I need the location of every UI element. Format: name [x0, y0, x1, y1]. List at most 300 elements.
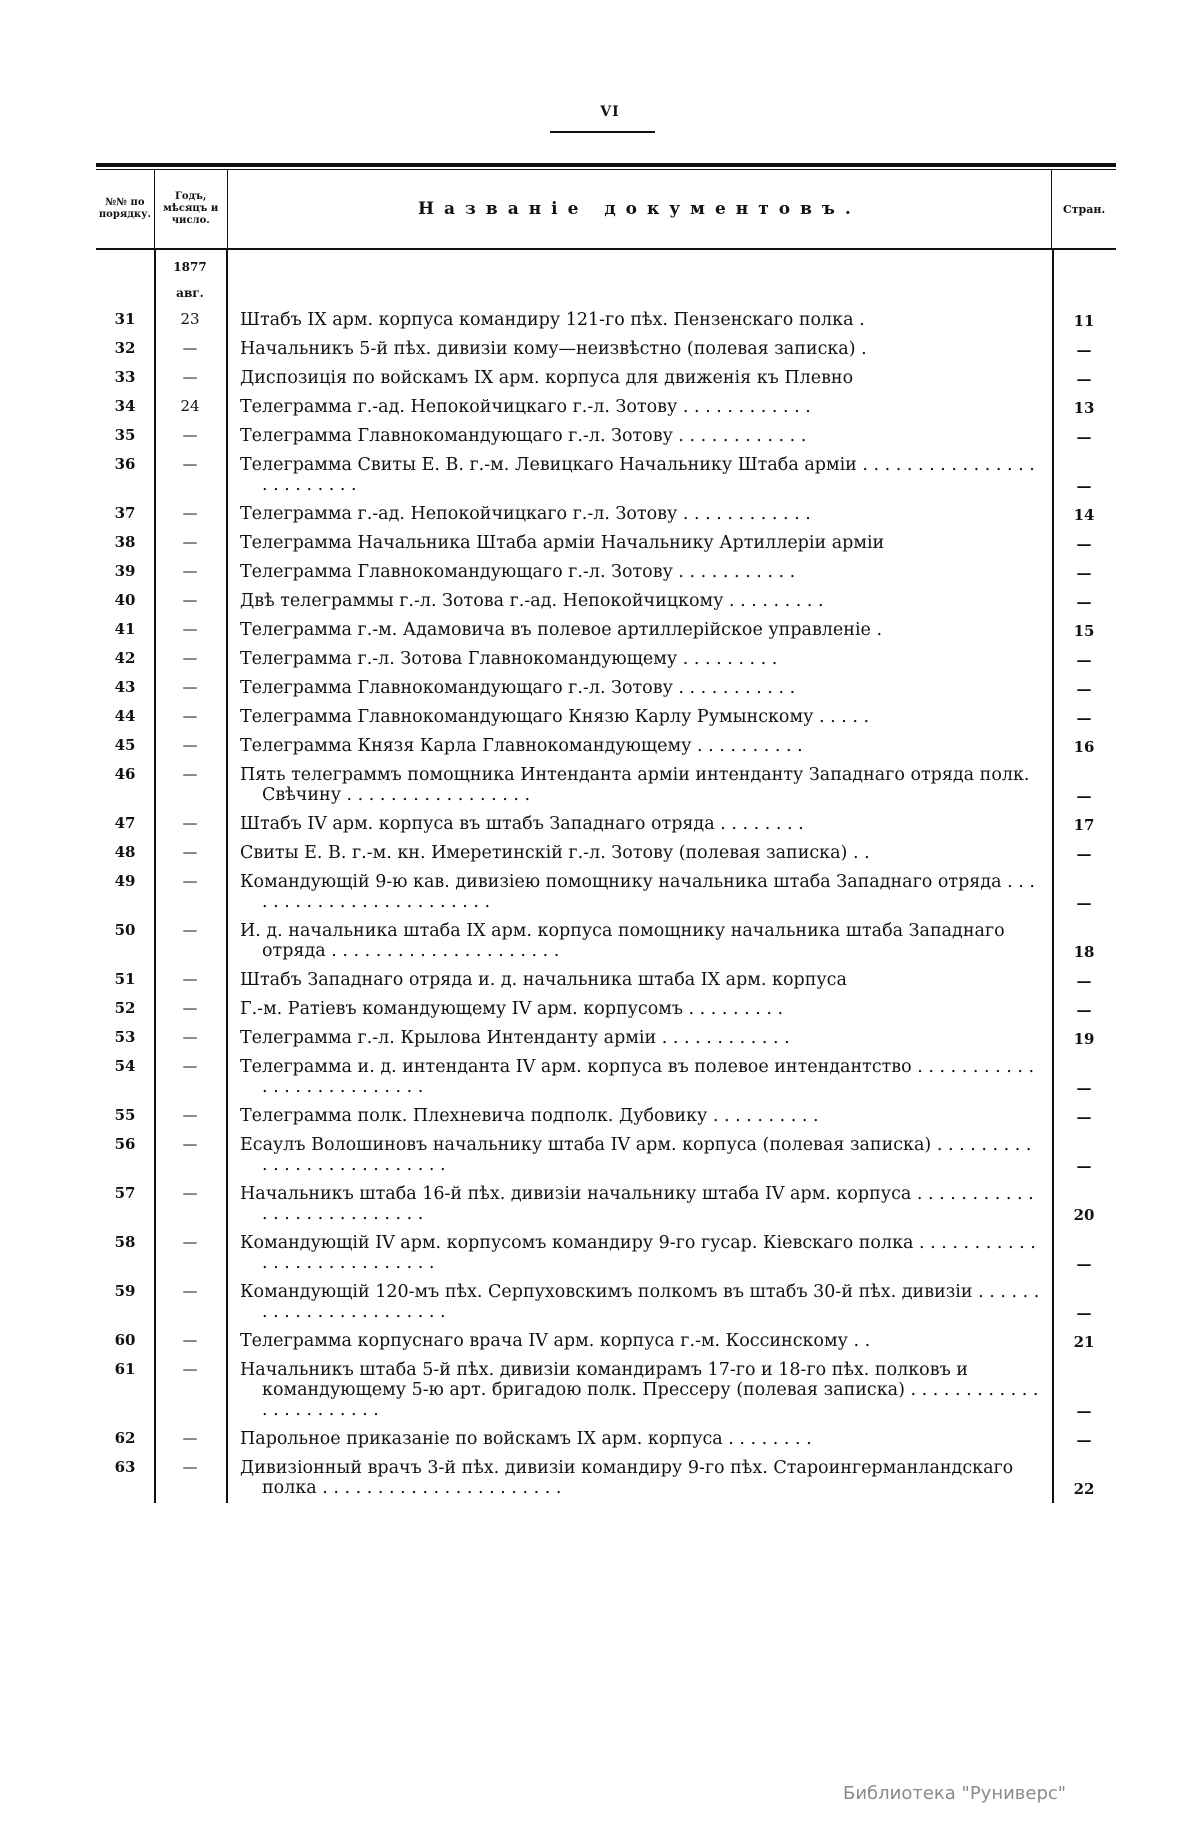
row-date — [154, 703, 226, 732]
row-date — [154, 995, 226, 1024]
row-title — [226, 1024, 1052, 1053]
row-title — [226, 335, 1052, 364]
row-number — [96, 839, 154, 868]
row-page — [1052, 810, 1116, 839]
row-title-text: Телеграмма г.-м. Адамовича въ полевое артиллерійское управленіе . — [240, 620, 883, 640]
row-page-text: — — [1076, 972, 1092, 990]
row-date — [154, 364, 226, 393]
row-date-text: — — [182, 1233, 198, 1251]
row-page — [1052, 703, 1116, 732]
table-row — [96, 1102, 1116, 1131]
row-date — [154, 1024, 226, 1053]
table-top-rule — [96, 163, 1116, 167]
row-date — [154, 422, 226, 451]
header-number: №№ по порядку. — [98, 197, 151, 220]
header-page: Стран. — [1051, 170, 1116, 248]
row-page-text: — — [1076, 564, 1092, 582]
row-number — [96, 529, 154, 558]
row-title-text: Командующій 120-мъ пѣх. Серпуховскимъ полкомъ въ штабъ 30-й пѣх. дивизіи . . . . . . . . . . . . . . . . . . . . . . . — [240, 1282, 1040, 1322]
header-title: Названіе документовъ. — [417, 199, 861, 219]
row-number-text: 38 — [114, 533, 136, 551]
row-number-text: 32 — [114, 339, 136, 357]
row-date-text: — — [182, 707, 198, 725]
row-number — [96, 422, 154, 451]
row-date — [154, 645, 226, 674]
row-number-text: 43 — [114, 678, 136, 696]
row-page — [1052, 995, 1116, 1024]
row-page-text: 20 — [1073, 1206, 1095, 1224]
row-date-text: — — [182, 1106, 198, 1124]
column-divider — [154, 250, 156, 1503]
row-number-text: 33 — [114, 368, 136, 386]
table-row — [96, 995, 1116, 1024]
year-label: 1877 — [173, 260, 207, 274]
year-row — [96, 250, 1116, 306]
row-title — [226, 868, 1052, 917]
row-number — [96, 674, 154, 703]
row-title-text: Штабъ IV арм. корпуса въ штабъ Западнаго отряда . . . . . . . . — [240, 814, 804, 834]
row-title — [226, 393, 1052, 422]
row-number-text: 44 — [114, 707, 136, 725]
row-page — [1052, 422, 1116, 451]
table-row — [96, 1425, 1116, 1454]
row-date-text: — — [182, 1282, 198, 1300]
row-page-text: — — [1076, 1431, 1092, 1449]
table-row — [96, 451, 1116, 500]
row-title-text: Парольное приказаніе по войскамъ IX арм. корпуса . . . . . . . . — [240, 1429, 812, 1449]
row-title-text: Телеграмма Начальника Штаба арміи Начальнику Артиллеріи арміи — [240, 533, 885, 553]
row-number-text: 39 — [114, 562, 136, 580]
row-title — [226, 500, 1052, 529]
row-date-text: — — [182, 1458, 198, 1476]
row-page — [1052, 335, 1116, 364]
row-title-text: Начальникъ 5-й пѣх. дивизіи кому—неизвѣстно (полевая записка) . — [240, 339, 867, 359]
row-date-text: — — [182, 1135, 198, 1153]
row-date — [154, 761, 226, 810]
row-number — [96, 917, 154, 966]
column-divider — [226, 250, 228, 1503]
row-date-text: — — [182, 970, 198, 988]
row-page — [1052, 839, 1116, 868]
table-row — [96, 674, 1116, 703]
row-title-text: Командующій IV арм. корпусомъ командиру 9-го гусар. Кіевскаго полка . . . . . . . . . . . . . . . . . . . . . . . . . . . — [240, 1233, 1036, 1273]
table-row — [96, 1053, 1116, 1102]
row-number-text: 57 — [114, 1184, 136, 1202]
table-row — [96, 616, 1116, 645]
row-number — [96, 335, 154, 364]
row-number — [96, 1053, 154, 1102]
row-title-text: Телеграмма г.-л. Крылова Интенданту арміи . . . . . . . . . . . . — [240, 1028, 790, 1048]
row-date — [154, 674, 226, 703]
table-body — [96, 250, 1116, 1503]
row-page — [1052, 761, 1116, 810]
row-title-text: Телеграмма г.-л. Зотова Главнокомандующему . . . . . . . . . — [240, 649, 778, 669]
row-number-text: 55 — [114, 1106, 136, 1124]
row-title-text: Телеграмма корпуснаго врача IV арм. корпуса г.-м. Коссинскому . . — [240, 1331, 871, 1351]
row-page-text: — — [1076, 477, 1092, 495]
row-page — [1052, 645, 1116, 674]
table-row — [96, 868, 1116, 917]
row-page — [1052, 306, 1116, 335]
row-page-text: — — [1076, 709, 1092, 727]
row-date — [154, 1425, 226, 1454]
row-date — [154, 868, 226, 917]
table-row — [96, 393, 1116, 422]
row-title — [226, 761, 1052, 810]
row-title-text: Двѣ телеграммы г.-л. Зотова г.-ад. Непокойчицкому . . . . . . . . . — [240, 591, 824, 611]
row-number — [96, 703, 154, 732]
row-page-text: — — [1076, 787, 1092, 805]
row-number — [96, 732, 154, 761]
row-page — [1052, 1425, 1116, 1454]
row-date — [154, 393, 226, 422]
row-date-text: — — [182, 1184, 198, 1202]
row-number-text: 40 — [114, 591, 136, 609]
row-title — [226, 364, 1052, 393]
row-title — [226, 1180, 1052, 1229]
row-title-text: Пять телеграммъ помощника Интенданта арміи интенданту Западнаго отряда полк. Свѣчину . . . . . . . . . . . . . . . . . — [240, 765, 1030, 805]
row-page — [1052, 1229, 1116, 1278]
row-date-text: — — [182, 620, 198, 638]
row-page-text: — — [1076, 1255, 1092, 1273]
row-page-text: — — [1076, 428, 1092, 446]
row-date — [154, 1278, 226, 1327]
row-page — [1052, 558, 1116, 587]
row-date-text: — — [182, 736, 198, 754]
row-number-text: 34 — [114, 397, 136, 415]
row-number-text: 54 — [114, 1057, 136, 1075]
row-title-text: Есаулъ Волошиновъ начальнику штаба IV арм. корпуса (полевая записка) . . . . . . . . . . . . . . . . . . . . . . . . . . — [240, 1135, 1032, 1175]
month-label: авг. — [176, 286, 204, 300]
row-page-text: — — [1076, 370, 1092, 388]
row-title-text: И. д. начальника штаба IX арм. корпуса помощнику начальника штаба Западнаго отряда . . . . . . . . . . . . . . . . . . . . . — [240, 921, 1005, 961]
table-row — [96, 703, 1116, 732]
row-date-text: — — [182, 1057, 198, 1075]
row-date — [154, 732, 226, 761]
row-date — [154, 335, 226, 364]
row-number-text: 47 — [114, 814, 136, 832]
row-page — [1052, 393, 1116, 422]
row-page-text: 13 — [1073, 399, 1095, 417]
row-date — [154, 306, 226, 335]
row-number — [96, 1327, 154, 1356]
row-page-text: — — [1076, 341, 1092, 359]
row-date-text: — — [182, 591, 198, 609]
row-page — [1052, 732, 1116, 761]
row-number — [96, 868, 154, 917]
row-number-text: 63 — [114, 1458, 136, 1476]
row-number-text: 46 — [114, 765, 136, 783]
row-page-text: — — [1076, 1079, 1092, 1097]
row-page — [1052, 529, 1116, 558]
row-page — [1052, 966, 1116, 995]
row-number — [96, 451, 154, 500]
row-number — [96, 1454, 154, 1503]
documents-table — [96, 163, 1116, 1503]
row-date-text: — — [182, 368, 198, 386]
row-date-text: — — [182, 999, 198, 1017]
row-title — [226, 451, 1052, 500]
row-title-text: Телеграмма г.-ад. Непокойчицкаго г.-л. Зотову . . . . . . . . . . . . — [240, 397, 811, 417]
row-number — [96, 364, 154, 393]
row-title — [226, 1327, 1052, 1356]
row-date-text: — — [182, 814, 198, 832]
row-page — [1052, 1102, 1116, 1131]
row-page — [1052, 1454, 1116, 1503]
row-page-text: — — [1076, 1001, 1092, 1019]
row-page — [1052, 917, 1116, 966]
row-title-text: Г.-м. Ратіевъ командующему IV арм. корпусомъ . . . . . . . . . — [240, 999, 784, 1019]
row-title — [226, 1356, 1052, 1425]
row-date-text: — — [182, 339, 198, 357]
row-date-text: — — [182, 649, 198, 667]
row-date-text: — — [182, 1360, 198, 1378]
row-title — [226, 1053, 1052, 1102]
row-number — [96, 500, 154, 529]
column-divider — [1052, 250, 1054, 1503]
row-title-text: Телеграмма Князя Карла Главнокомандующему . . . . . . . . . . — [240, 736, 803, 756]
row-date — [154, 1053, 226, 1102]
table-row — [96, 810, 1116, 839]
row-title-text: Телеграмма г.-ад. Непокойчицкаго г.-л. Зотову . . . . . . . . . . . . — [240, 504, 811, 524]
row-page — [1052, 451, 1116, 500]
row-date — [154, 1229, 226, 1278]
row-date — [154, 1102, 226, 1131]
row-title — [226, 839, 1052, 868]
row-date-text: — — [182, 843, 198, 861]
row-page-text: — — [1076, 535, 1092, 553]
row-number-text: 60 — [114, 1331, 136, 1349]
table-row — [96, 1229, 1116, 1278]
row-date — [154, 451, 226, 500]
row-number-text: 58 — [114, 1233, 136, 1251]
row-title — [226, 1131, 1052, 1180]
table-row — [96, 1454, 1116, 1503]
row-page-text: 16 — [1073, 738, 1095, 756]
row-number — [96, 616, 154, 645]
row-title — [226, 810, 1052, 839]
row-title-text: Диспозиція по войскамъ IX арм. корпуса для движенія къ Плевно — [240, 368, 854, 388]
row-page-text: 18 — [1073, 943, 1095, 961]
row-page-text: — — [1076, 593, 1092, 611]
row-date-text: 24 — [180, 397, 200, 415]
row-page-text: — — [1076, 651, 1092, 669]
row-title-text: Телеграмма Главнокомандующаго г.-л. Зотову . . . . . . . . . . . — [240, 678, 796, 698]
row-page — [1052, 1024, 1116, 1053]
row-title — [226, 645, 1052, 674]
row-page-text: — — [1076, 845, 1092, 863]
row-page-text: 11 — [1073, 312, 1095, 330]
row-number — [96, 587, 154, 616]
table-row — [96, 839, 1116, 868]
table-row — [96, 1327, 1116, 1356]
row-page-text: 17 — [1073, 816, 1095, 834]
row-number-text: 50 — [114, 921, 136, 939]
header-date: Годъ, мѣсяцъ и число. — [154, 170, 228, 248]
row-date-text: — — [182, 1331, 198, 1349]
row-date-text: — — [182, 872, 198, 890]
row-number — [96, 1356, 154, 1425]
row-title — [226, 995, 1052, 1024]
row-number — [96, 1131, 154, 1180]
row-date — [154, 917, 226, 966]
row-title — [226, 732, 1052, 761]
table-row — [96, 422, 1116, 451]
row-number — [96, 966, 154, 995]
row-title — [226, 917, 1052, 966]
row-number-text: 59 — [114, 1282, 136, 1300]
row-page-text: — — [1076, 1157, 1092, 1175]
row-date — [154, 500, 226, 529]
table-row — [96, 1278, 1116, 1327]
row-number-text: 41 — [114, 620, 136, 638]
row-date — [154, 1180, 226, 1229]
row-title — [226, 1454, 1052, 1503]
row-title — [226, 306, 1052, 335]
row-title-text: Телеграмма Главнокомандующаго Князю Карлу Румынскому . . . . . — [240, 707, 870, 727]
row-page — [1052, 1180, 1116, 1229]
row-page-text: 15 — [1073, 622, 1095, 640]
row-page-text: 14 — [1073, 506, 1095, 524]
row-title — [226, 529, 1052, 558]
row-number — [96, 761, 154, 810]
row-date-text: — — [182, 678, 198, 696]
page-number: VI — [600, 104, 620, 120]
row-title — [226, 703, 1052, 732]
row-title — [226, 558, 1052, 587]
row-date — [154, 1356, 226, 1425]
row-number-text: 49 — [114, 872, 136, 890]
row-title — [226, 587, 1052, 616]
table-row — [96, 1356, 1116, 1425]
row-page — [1052, 1356, 1116, 1425]
table-row — [96, 1024, 1116, 1053]
row-date — [154, 529, 226, 558]
row-number — [96, 810, 154, 839]
table-row — [96, 558, 1116, 587]
row-number — [96, 558, 154, 587]
row-page — [1052, 674, 1116, 703]
row-date-text: — — [182, 533, 198, 551]
row-date — [154, 1327, 226, 1356]
row-page — [1052, 616, 1116, 645]
row-date-text: — — [182, 1028, 198, 1046]
row-number-text: 53 — [114, 1028, 136, 1046]
row-number-text: 42 — [114, 649, 136, 667]
row-page-text: — — [1076, 894, 1092, 912]
row-title — [226, 1229, 1052, 1278]
table-row — [96, 1180, 1116, 1229]
row-number-text: 48 — [114, 843, 136, 861]
row-page — [1052, 1053, 1116, 1102]
row-title-text: Штабъ Западнаго отряда и. д. начальника штаба IX арм. корпуса — [240, 970, 847, 990]
row-number-text: 61 — [114, 1360, 136, 1378]
row-date-text: 23 — [180, 310, 200, 328]
row-date-text: — — [182, 562, 198, 580]
row-title-text: Штабъ IX арм. корпуса командиру 121-го пѣх. Пензенскаго полка . — [240, 310, 865, 330]
table-row — [96, 500, 1116, 529]
row-page-text: — — [1076, 1108, 1092, 1126]
row-number-text: 35 — [114, 426, 136, 444]
row-number-text: 37 — [114, 504, 136, 522]
table-header — [96, 170, 1116, 248]
row-date-text: — — [182, 426, 198, 444]
row-date — [154, 966, 226, 995]
row-title-text: Телеграмма полк. Плехневича подполк. Дубовику . . . . . . . . . . — [240, 1106, 819, 1126]
row-title-text: Свиты Е. В. г.-м. кн. Имеретинскій г.-л. Зотову (полевая записка) . . — [240, 843, 870, 863]
row-title — [226, 674, 1052, 703]
table-row — [96, 364, 1116, 393]
row-date-text: — — [182, 765, 198, 783]
row-page-text: 21 — [1073, 1333, 1095, 1351]
row-number — [96, 1425, 154, 1454]
row-page — [1052, 1131, 1116, 1180]
row-number-text: 56 — [114, 1135, 136, 1153]
row-date — [154, 558, 226, 587]
row-number-text: 31 — [114, 310, 136, 328]
row-title-text: Дивизіонный врачъ 3-й пѣх. дивизіи командиру 9-го пѣх. Староингерманландскаго полка . . . . . . . . . . . . . . . . . . . . . . — [240, 1458, 1014, 1498]
row-page-text: — — [1076, 1304, 1092, 1322]
row-title — [226, 966, 1052, 995]
row-page — [1052, 500, 1116, 529]
row-title-text: Телеграмма Главнокомандующаго г.-л. Зотову . . . . . . . . . . . . — [240, 426, 807, 446]
row-title-text: Начальникъ штаба 16-й пѣх. дивизіи начальнику штаба IV арм. корпуса . . . . . . . . . . . . . . . . . . . . . . . . . . — [240, 1184, 1034, 1224]
row-date — [154, 810, 226, 839]
row-number — [96, 1024, 154, 1053]
row-title-text: Телеграмма Главнокомандующаго г.-л. Зотову . . . . . . . . . . . — [240, 562, 796, 582]
row-page — [1052, 364, 1116, 393]
table-row — [96, 529, 1116, 558]
row-page-text: 22 — [1073, 1480, 1095, 1498]
table-row — [96, 335, 1116, 364]
row-title-text: Командующій 9-ю кав. дивизіею помощнику начальника штаба Западнаго отряда . . . . . . . . . . . . . . . . . . . . . . . . — [240, 872, 1035, 912]
table-row — [96, 966, 1116, 995]
row-number — [96, 1229, 154, 1278]
row-number — [96, 995, 154, 1024]
table-row — [96, 917, 1116, 966]
row-title — [226, 616, 1052, 645]
table-row — [96, 587, 1116, 616]
row-title-text: Телеграмма Свиты Е. В. г.-м. Левицкаго Начальнику Штаба арміи . . . . . . . . . . . . . . . . . . . . . . . . . — [240, 455, 1035, 495]
row-number — [96, 306, 154, 335]
table-row — [96, 761, 1116, 810]
row-title — [226, 1102, 1052, 1131]
library-watermark: Библиотека "Руниверс" — [843, 1783, 1067, 1804]
row-number — [96, 1180, 154, 1229]
row-date-text: — — [182, 1429, 198, 1447]
row-page — [1052, 587, 1116, 616]
row-number-text: 52 — [114, 999, 136, 1017]
row-number-text: 62 — [114, 1429, 136, 1447]
row-page-text: 19 — [1073, 1030, 1095, 1048]
row-title — [226, 422, 1052, 451]
row-page — [1052, 1327, 1116, 1356]
row-title-text: Телеграмма и. д. интенданта IV арм. корпуса въ полевое интендантство . . . . . . . . . . . . . . . . . . . . . . . . . . — [240, 1057, 1035, 1097]
table-row — [96, 645, 1116, 674]
row-number — [96, 1278, 154, 1327]
row-date — [154, 587, 226, 616]
table-row — [96, 306, 1116, 335]
row-title-text: Начальникъ штаба 5-й пѣх. дивизіи командирамъ 17-го и 18-го пѣх. полковъ и командующему 5-ю арт. бригадою полк. Прессеру (полевая записка) . . . . . . . . . . . . . . . . . . . . . . . — [240, 1360, 1039, 1420]
row-title — [226, 1278, 1052, 1327]
row-page-text: — — [1076, 1402, 1092, 1420]
row-number-text: 36 — [114, 455, 136, 473]
row-number — [96, 393, 154, 422]
row-number-text: 51 — [114, 970, 136, 988]
row-date — [154, 616, 226, 645]
page-number-rule — [550, 131, 655, 133]
row-page — [1052, 1278, 1116, 1327]
